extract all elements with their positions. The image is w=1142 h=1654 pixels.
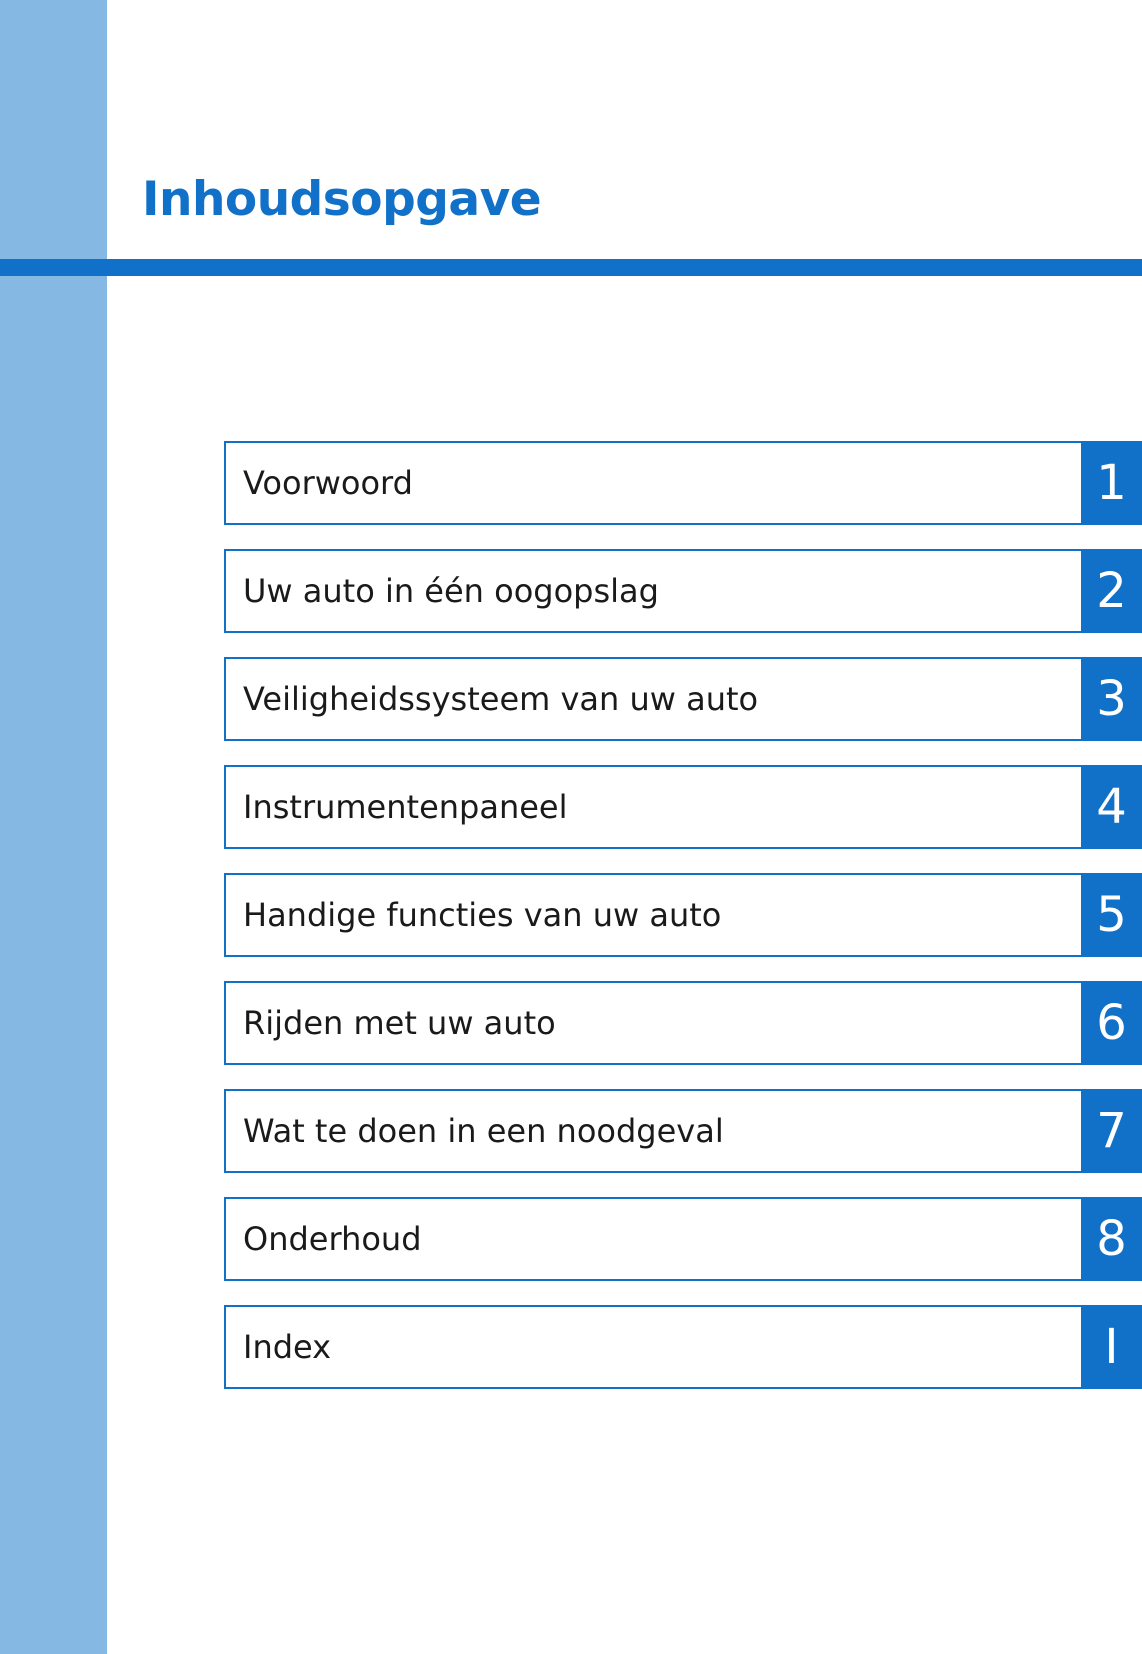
title-divider <box>0 259 1142 276</box>
toc-item-label: Onderhoud <box>243 1220 422 1258</box>
toc-item-uw-auto-in-een-oogopslag[interactable] <box>224 549 1142 633</box>
toc-item-number-tab <box>1081 1089 1142 1173</box>
table-of-contents <box>224 441 1142 1413</box>
toc-item-number-tab <box>1081 549 1142 633</box>
toc-item-label-box <box>224 549 1081 633</box>
toc-item-number: 8 <box>1096 1211 1127 1267</box>
toc-item-label-box <box>224 1197 1081 1281</box>
page-title: Inhoudsopgave <box>142 172 542 227</box>
left-color-band <box>0 0 107 1654</box>
toc-item-label: Uw auto in één oogopslag <box>243 572 659 610</box>
toc-item-label: Instrumentenpaneel <box>243 788 568 826</box>
toc-item-label: Index <box>243 1328 332 1366</box>
toc-item-number: 7 <box>1096 1103 1127 1159</box>
toc-item-veiligheidssysteem[interactable] <box>224 657 1142 741</box>
toc-item-number: 2 <box>1096 563 1127 619</box>
toc-item-label: Voorwoord <box>243 464 413 502</box>
toc-item-number-tab <box>1081 1305 1142 1389</box>
toc-item-label-box <box>224 873 1081 957</box>
toc-item-onderhoud[interactable] <box>224 1197 1142 1281</box>
toc-item-number: 3 <box>1096 671 1127 727</box>
toc-item-noodgeval[interactable] <box>224 1089 1142 1173</box>
toc-item-number-tab <box>1081 657 1142 741</box>
toc-item-label-box <box>224 1089 1081 1173</box>
toc-item-voorwoord[interactable] <box>224 441 1142 525</box>
toc-item-label-box <box>224 441 1081 525</box>
toc-item-number: 1 <box>1096 455 1127 511</box>
toc-item-label-box <box>224 981 1081 1065</box>
toc-item-label: Veiligheidssysteem van uw auto <box>243 680 759 718</box>
toc-item-label: Handige functies van uw auto <box>243 896 722 934</box>
toc-item-number-tab <box>1081 981 1142 1065</box>
toc-item-number: I <box>1104 1319 1119 1375</box>
toc-item-instrumentenpaneel[interactable] <box>224 765 1142 849</box>
toc-item-number-tab <box>1081 873 1142 957</box>
toc-item-handige-functies[interactable] <box>224 873 1142 957</box>
toc-item-number-tab <box>1081 1197 1142 1281</box>
toc-item-label: Rijden met uw auto <box>243 1004 556 1042</box>
toc-item-index[interactable] <box>224 1305 1142 1389</box>
toc-item-number-tab <box>1081 765 1142 849</box>
toc-item-label-box <box>224 1305 1081 1389</box>
toc-item-label-box <box>224 765 1081 849</box>
toc-item-number: 5 <box>1096 887 1127 943</box>
toc-item-label-box <box>224 657 1081 741</box>
toc-item-label: Wat te doen in een noodgeval <box>243 1112 724 1150</box>
toc-item-number: 6 <box>1096 995 1127 1051</box>
toc-item-rijden-met-uw-auto[interactable] <box>224 981 1142 1065</box>
toc-item-number: 4 <box>1096 779 1127 835</box>
toc-item-number-tab <box>1081 441 1142 525</box>
